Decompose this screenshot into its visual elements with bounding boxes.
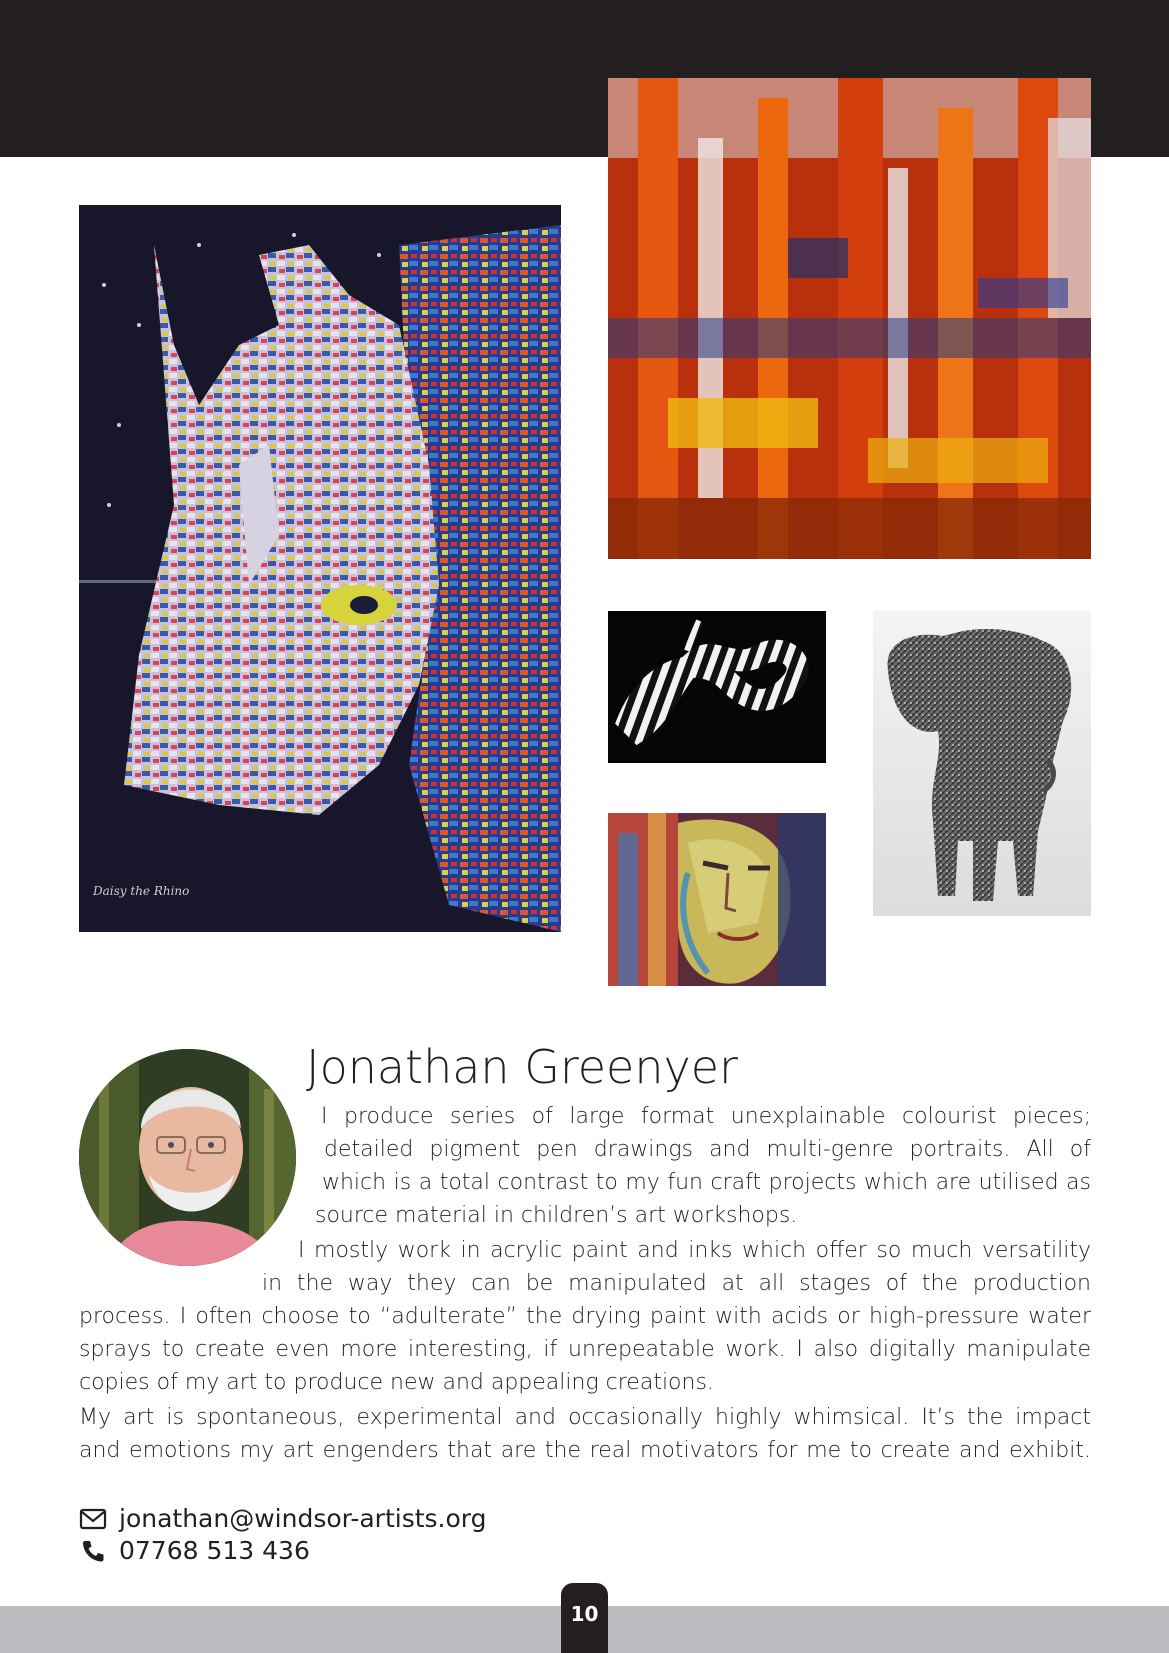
artwork-rhino-painting (79, 205, 561, 932)
artist-name: Jonathan Greenyer (306, 1040, 738, 1094)
bio-line: detailed pigment pen drawings and multi-genre portraits. All of (324, 1137, 1091, 1162)
email-address[interactable]: jonathan@windsor-artists.org (119, 1504, 487, 1533)
phone-contact[interactable] (79, 1534, 310, 1567)
phone-number[interactable]: 07768 513 436 (119, 1536, 310, 1565)
bio-line: and emotions my art engenders that are the real motivators for me to create and exhibit. (79, 1438, 1091, 1463)
bio-line: source material in children’s art workshops. (315, 1203, 798, 1228)
email-contact[interactable] (79, 1502, 487, 1535)
svg-text:Daisy the Rhino: Daisy the Rhino (93, 884, 190, 898)
bio-line: copies of my art to produce new and appealing creations. (79, 1370, 714, 1395)
bio-line: I mostly work in acrylic paint and inks which offer so much versatility (298, 1238, 1091, 1263)
artwork-snake-drawing (608, 611, 826, 763)
artist-avatar (79, 1049, 296, 1266)
artwork-abstract-painting (608, 78, 1091, 559)
bio-line: My art is spontaneous, experimental and occasionally highly whimsical. It’s the impact (79, 1405, 1091, 1430)
bio-line: process. I often choose to “adulterate” the drying paint with acids or high-pressure water (79, 1304, 1091, 1329)
bio-line: in the way they can be manipulated at all stages of the production (262, 1271, 1091, 1296)
phone-icon (79, 1539, 107, 1563)
bio-line: I produce series of large format unexplainable colourist pieces; (321, 1104, 1091, 1129)
page-number: 10 (570, 1602, 599, 1626)
artwork-elephant-drawing (873, 611, 1091, 916)
bio-line: sprays to create even more interesting, if unrepeatable work. I also digitally manipulate (79, 1337, 1091, 1362)
bio-line: which is a total contrast to my fun craft projects which are utilised as (322, 1170, 1091, 1195)
artwork-portrait-painting (608, 813, 826, 986)
envelope-icon (79, 1507, 107, 1531)
